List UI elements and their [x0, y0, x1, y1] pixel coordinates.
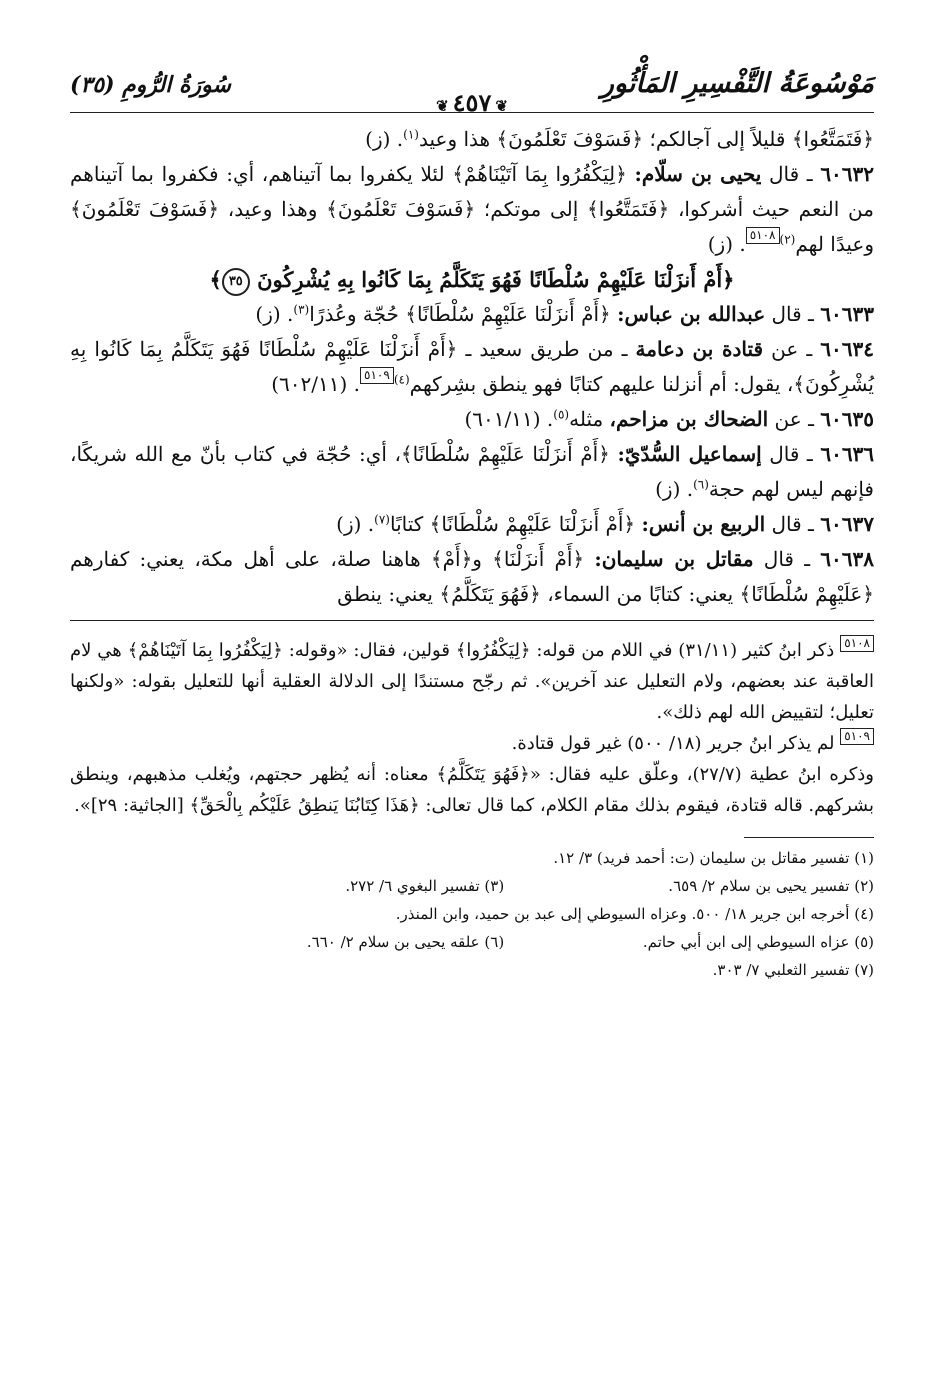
footnote-5: (٥) عزاه السيوطي إلى ابن أبي حاتم.: [642, 933, 874, 951]
footnote-ref[interactable]: (٤): [393, 372, 410, 387]
footnotes-separator: [744, 837, 874, 838]
comment-5108: ٥١٠٨ ذكر ابنُ كثير (٣١/١١) في اللام من قوله: ﴿لِيَكْفُرُوا﴾ قولين، فقال: «وقوله: ﴿لِيَكْفُرُوا بِمَا آتَيْنَاهُمْ﴾ هي لام العاقبة عند بعضهم، ولام التعليل عند آخرين». ثم رجّح مستندًا إلى الدلالة العقلية أنها للتعليل بقوله: «ولكنها تعليل؛ لتقييض الله لهم ذلك».: [70, 636, 874, 723]
comment-number-box: ٥١٠٩: [840, 728, 874, 745]
report-60634: ٦٠٦٣٤ ـ عن قتادة بن دعامة ـ من طريق سعيد ـ ﴿أَمْ أَنزَلْنَا عَلَيْهِمْ سُلْطَانًا فَهُوَ يَتَكَلَّمُ بِمَا كَانُوا بِهِ يُشْرِكُونَ﴾، يقول: أم أنزلنا عليهم كتابًا فهو ينطق بشِركهم$^{(٤)}$٥١٠٩. (٦٠٢/١١): [70, 337, 875, 396]
report-number: ٦٠٦٣٢: [820, 162, 875, 186]
narrator: يحيى بن سلّام:: [634, 162, 762, 186]
footnote-3: (٣) تفسير البغوي ٦/ ٢٧٢.: [345, 877, 505, 895]
surah-title: سُورَةُ الرُّومِ (٣٥): [70, 72, 231, 98]
narrator: قتادة بن دعامة: [635, 337, 764, 361]
book-title: مَوْسُوعَةُ التَّفْسِيرِ المَأْثُورِ: [600, 68, 874, 99]
footnote-7: (٧) تفسير الثعلبي ٧/ ٣٠٣.: [712, 961, 874, 979]
report-60636: ٦٠٦٣٦ ـ قال إسماعيل السُّدّيّ: ﴿أَمْ أَنزَلْنَا عَلَيْهِمْ سُلْطَانًا﴾، أي: حُجّة في كتاب بأنّ مع الله شريكًا، فإنهم ليس لهم حجة$^{(٦)}$. (ز): [70, 442, 875, 501]
comment-ref-box[interactable]: ٥١٠٨: [746, 227, 780, 244]
narrator: مقاتل بن سليمان:: [594, 547, 754, 571]
page-number: ❦٤٥٧❦: [70, 88, 874, 117]
header-rule: [70, 112, 874, 113]
footnote-ref[interactable]: (٥): [553, 407, 570, 422]
footnote-ref[interactable]: (١): [403, 127, 419, 142]
page-header: [70, 68, 874, 122]
comment-5109-continued: وذكره ابنُ عطية (٢٧/٧)، وعلّق عليه فقال: «﴿فَهُوَ يَتَكَلَّمُ﴾ معناه: أنه يُظهر حجتهم، ويُغلب مذهبهم، وينطق بشركهم. قاله قتادة، فيقوم بذلك مقام الكلام، كما قال تعالى: ﴿هَذَا كِتَابُنَا يَنطِقُ عَلَيْكُم بِالْحَقِّ﴾ [الجاثية: ٢٩]».: [70, 764, 874, 816]
report-60632: ٦٠٦٣٢ ـ قال يحيى بن سلّام: ﴿لِيَكْفُرُوا بِمَا آتَيْنَاهُمْ﴾ لئلا يكفروا بما آتيناهم، أي: فكفروا بما آتيناهم من النعم حيث أشركوا، ﴿فَتَمَتَّعُوا﴾ إلى موتكم؛ ﴿فَسَوْفَ تَعْلَمُونَ﴾ وهذا وعيد، ﴿فَسَوْفَ تَعْلَمُونَ﴾ وعيدًا لهم$^{(٢)}$٥١٠٨. (ز): [70, 162, 875, 256]
verse-number: ٣٥: [222, 268, 250, 296]
narrator: عبدالله بن عباس:: [617, 302, 766, 326]
footnote-6: (٦) علقه يحيى بن سلام ٢/ ٦٦٠.: [306, 933, 505, 951]
footnote-ref[interactable]: (٧): [374, 512, 390, 527]
intro-paragraph: ﴿فَتَمَتَّعُوا﴾ قليلاً إلى آجالكم؛ ﴿فَسَوْفَ تَعْلَمُونَ﴾ هذا وعيد$^{(١)}$. (ز): [365, 127, 874, 151]
ornament-icon: ❦: [436, 97, 449, 115]
comment-number-box: ٥١٠٨: [840, 635, 874, 652]
narrator: إسماعيل السُّدّيّ:: [617, 442, 762, 466]
footnote-ref[interactable]: (٣): [293, 302, 310, 317]
footnote-ref[interactable]: (٦): [693, 477, 709, 492]
commentary-section: [70, 635, 874, 821]
footnote-2: (٢) تفسير يحيى بن سلام ٢/ ٦٥٩.: [668, 877, 874, 895]
footnotes: [70, 844, 874, 984]
comment-5109: ٥١٠٩ لم يذكر ابنُ جرير (١٨/ ٥٠٠) غير قول قتادة.: [70, 728, 874, 759]
comments-separator: [70, 620, 874, 621]
report-60637: ٦٠٦٣٧ ـ قال الربيع بن أنس: ﴿أَمْ أَنزَلْنَا عَلَيْهِمْ سُلْطَانًا﴾ كتابًا$^{(٧)}$. (ز): [336, 512, 874, 536]
quran-verse: ﴿أَمْ أَنزَلْنَا عَلَيْهِمْ سُلْطَانًا فَهُوَ يَتَكَلَّمُ بِمَا كَانُوا بِهِ يُشْرِكُونَ ٣٥﴾: [70, 262, 874, 297]
report-60633: ٦٠٦٣٣ ـ قال عبدالله بن عباس: ﴿أَمْ أَنزَلْنَا عَلَيْهِمْ سُلْطَانًا﴾ حُجّة وعُذرًا$^{(٣)}$. (ز): [255, 302, 874, 326]
footnote-4: (٤) أخرجه ابن جرير ١٨/ ٥٠٠. وعزاه السيوطي إلى عبد بن حميد، وابن المنذر.: [395, 905, 874, 923]
footnote-1: (١) تفسير مقاتل بن سليمان (ت: أحمد فريد) ٣/ ١٢.: [553, 849, 874, 867]
narrator: الربيع بن أنس:: [641, 512, 766, 536]
footnote-ref[interactable]: (٢): [779, 232, 796, 247]
narrator: الضحاك بن مزاحم،: [609, 407, 769, 431]
comment-ref-box[interactable]: ٥١٠٩: [360, 367, 394, 384]
ornament-icon: ❦: [495, 97, 508, 115]
page: [70, 68, 874, 1328]
report-60635: ٦٠٦٣٥ ـ عن الضحاك بن مزاحم، مثله$^{(٥)}$. (٦٠١/١١): [464, 407, 874, 431]
main-text: [70, 122, 874, 612]
report-60638: ٦٠٦٣٨ ـ قال مقاتل بن سليمان: ﴿أَمْ أَنزَلْنَا﴾ و﴿أَمْ﴾ هاهنا صلة، على أهل مكة، يعني: كفارهم ﴿عَلَيْهِمْ سُلْطَانًا﴾ يعني: كتابًا من السماء، ﴿فَهُوَ يَتَكَلَّمُ﴾ يعني: ينطق: [70, 547, 874, 606]
